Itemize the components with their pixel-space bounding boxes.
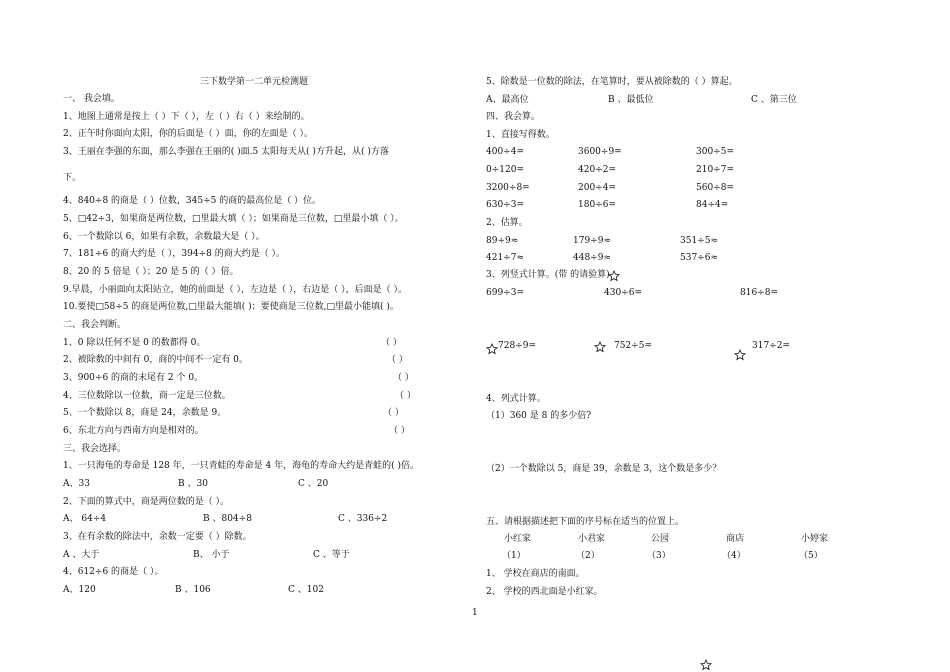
choice-1: 1、一只海龟的寿命是 128 年，一只青蛙的寿命是 4 年，海龟的寿命大约是青蛙的( )倍。 xyxy=(63,461,419,471)
est-r1-2: 179÷9≈ xyxy=(573,236,611,246)
star-outline-icon xyxy=(486,343,498,355)
est-r2-2: 448÷9≈ xyxy=(573,253,611,263)
judge-6: 6、东北方向与西南方向是相对的。 xyxy=(63,426,204,436)
choice-4-c: C 、102 xyxy=(288,585,324,595)
place-2: 小君家 xyxy=(578,534,606,544)
desc-1: 1、 学校在商店的南面。 xyxy=(486,569,585,579)
fill-q10: 10.要使□58÷5 的商是两位数,□里最大能填( )；要使商是三位数,□里最小能填( )。 xyxy=(63,302,399,312)
calc-r2-2: 420÷2= xyxy=(578,165,616,175)
judge-2-paren: （ ） xyxy=(387,355,408,365)
choice-1-b: B 、30 xyxy=(178,479,208,489)
place-num-5: （5） xyxy=(799,551,823,561)
word-problem-1: （1）360 是 8 的多少倍? xyxy=(486,411,592,421)
calc-r2-1: 0÷120= xyxy=(486,165,524,175)
judge-1: 1、0 除以任何不是 0 的数都得 0。 xyxy=(63,338,206,348)
est-r1-1: 89÷9≈ xyxy=(486,236,519,246)
choice-5-a: A、最高位 xyxy=(486,95,529,105)
fill-q5: 5、□42÷3，如果商是两位数，□里最大填（ ）；如果商是三位数，□里最小填（ ）。 xyxy=(63,214,404,224)
choice-1-c: C 、20 xyxy=(298,479,329,489)
choice-5: 5、除数是一位数的除法，在笔算时，要从被除数的（ ）算起。 xyxy=(486,77,738,87)
page-number: 1 xyxy=(472,608,478,618)
calc-r3-3: 560÷8= xyxy=(696,183,734,193)
fill-q2: 2、正午时你面向太阳，你的后面是（ ）面，你的左面是（ ）。 xyxy=(63,129,313,139)
choice-4: 4、612÷6 的商是（ ）。 xyxy=(63,567,164,577)
star-outline-icon xyxy=(608,270,620,282)
fill-q6: 6、一个数除以 6，如果有余数，余数最大是（ ）。 xyxy=(63,232,265,242)
judge-3: 3、900÷6 的商的末尾有 2 个 0。 xyxy=(63,373,204,383)
section-2-heading: 二、我会判断。 xyxy=(63,320,127,330)
calc-r3-1: 3200÷8= xyxy=(486,183,530,193)
choice-4-b: B 、106 xyxy=(175,585,211,595)
vcalc-2: 430÷6= xyxy=(604,288,642,298)
place-num-2: （2） xyxy=(576,551,600,561)
judge-3-paren: （ ） xyxy=(393,373,414,383)
est-r1-3: 351÷5≈ xyxy=(680,236,718,246)
choice-4-a: A、120 xyxy=(63,585,96,595)
judge-2: 2、被除数的中间有 0，商的中间不一定有 0。 xyxy=(63,355,248,365)
section-4-heading: 四、我会算。 xyxy=(486,112,541,122)
calc-r1-1: 400÷4= xyxy=(486,147,524,157)
place-num-3: （3） xyxy=(647,551,671,561)
judge-6-paren: （ ） xyxy=(389,426,410,436)
place-num-4: （4） xyxy=(722,551,746,561)
word-problems-heading: 4、列式计算。 xyxy=(486,394,546,404)
choice-3-a: A 、大于 xyxy=(63,550,100,560)
fill-q8: 8、20 的 5 倍是（ ）；20 是 5 的（ ）倍。 xyxy=(63,267,239,277)
choice-1-a: A、33 xyxy=(63,479,90,489)
choice-5-c: C 、第三位 xyxy=(751,95,797,105)
est-r2-1: 421÷7≈ xyxy=(486,253,524,263)
judge-4-paren: （ ） xyxy=(395,391,416,401)
place-5: 小婷家 xyxy=(801,534,829,544)
judge-5: 5、一个数除以 8，商是 24，余数是 9。 xyxy=(63,408,227,418)
estimate-heading: 2、估算。 xyxy=(486,218,528,228)
star-outline-icon xyxy=(700,659,712,671)
vcalc-4: 728÷9= xyxy=(498,341,536,351)
fill-q1: 1、地图上通常是按上（ ）下（ ），左（ ）右（ ）来绘制的。 xyxy=(63,112,310,122)
judge-5-paren: （ ） xyxy=(383,408,404,418)
star-outline-icon xyxy=(734,349,746,361)
vcalc-5: 752÷5= xyxy=(614,341,652,351)
choice-2-a: A、 64÷4 xyxy=(63,514,107,524)
vertical-calc-heading: 3、列竖式计算。(带 的请验算) xyxy=(486,270,610,280)
fill-q3-cont: 下。 xyxy=(63,173,82,183)
page-title: 三下数学第一二单元检测题 xyxy=(200,77,309,87)
fill-q7: 7、181÷6 的商大约是（ ），394÷8 的商大约是（ ）。 xyxy=(63,249,286,259)
word-problem-2: （2）一个数除以 5，商是 39，余数是 3，这个数是多少？ xyxy=(486,464,722,474)
calc-r1-3: 300÷5= xyxy=(696,147,734,157)
vcalc-6: 317÷2= xyxy=(752,341,790,351)
choice-3-b: B、 小于 xyxy=(193,550,230,560)
est-r2-3: 537÷6≈ xyxy=(680,253,718,263)
judge-4: 4、三位数除以一位数，商一定是三位数。 xyxy=(63,391,231,401)
calc-r4-3: 84÷4= xyxy=(696,200,729,210)
calc-r4-1: 630÷3= xyxy=(486,200,524,210)
place-4: 商店 xyxy=(726,534,745,544)
fill-q9: 9.早晨，小丽面向太阳站立，她的前面是（ ），左边是（ ），右边是（ ），后面是（ ）。 xyxy=(63,285,408,295)
place-1: 小红家 xyxy=(504,534,532,544)
judge-1-paren: （ ） xyxy=(381,338,402,348)
choice-3: 3、在有余数的除法中，余数一定要（ ）除数。 xyxy=(63,532,252,542)
vcalc-3: 816÷8= xyxy=(740,288,778,298)
calc-r4-2: 180÷6= xyxy=(578,200,616,210)
vcalc-1: 699÷3= xyxy=(486,288,524,298)
choice-2-b: B 、804÷8 xyxy=(203,514,252,524)
place-3: 公园 xyxy=(651,534,670,544)
section-5-heading: 五、请根据描述把下面的序号标在适当的位置上。 xyxy=(486,517,685,527)
calc-r3-2: 200÷4= xyxy=(578,183,616,193)
calc-1-heading: 1、直接写得数。 xyxy=(486,130,555,140)
choice-5-b: B 、最低位 xyxy=(608,95,654,105)
choice-2-c: C 、336÷2 xyxy=(338,514,388,524)
choice-3-c: C 、等于 xyxy=(313,550,350,560)
calc-r2-3: 210÷7= xyxy=(696,165,734,175)
calc-r1-2: 3600÷9= xyxy=(578,147,622,157)
fill-q3: 3、王丽在李强的东面，那么李强在王丽的( )面.5 太阳每天从( )方升起，从( )方落 xyxy=(63,147,389,157)
desc-2: 2、 学校的西北面是小红家。 xyxy=(486,587,603,597)
fill-q4: 4、840÷8 的商是（ ）位数，345÷5 的商的最高位是（ ）位。 xyxy=(63,196,322,206)
place-num-1: （1） xyxy=(502,551,526,561)
section-1-heading: 一、 我会填。 xyxy=(63,94,120,104)
section-3-heading: 三、我会选择。 xyxy=(63,444,127,454)
star-outline-icon xyxy=(594,341,606,353)
choice-2: 2、下面的算式中，商是两位数的是（ ）。 xyxy=(63,497,230,507)
